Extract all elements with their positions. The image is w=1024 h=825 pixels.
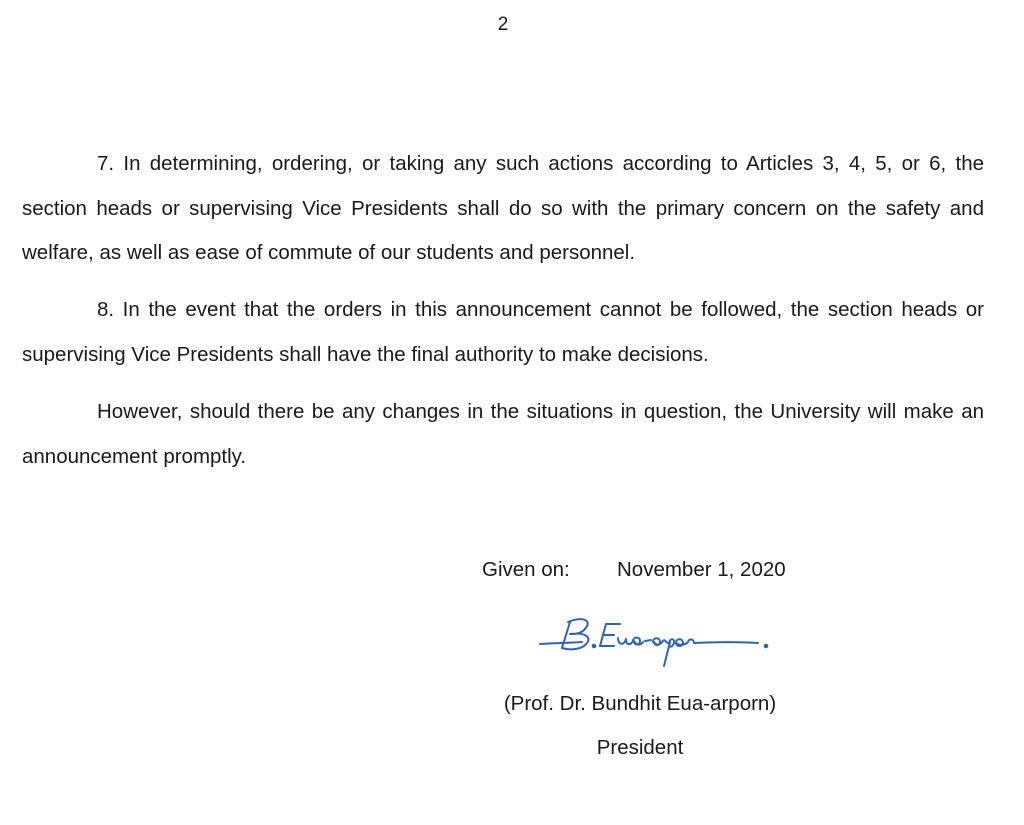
paragraph-article-7: 7. In determining, ordering, or taking any such actions according to Articles 3, 4, 5, or 6, the section heads or supervising Vice Presidents shall do so with the primary concern on the safety and welfare, as well as ease of commute of our students and personnel. bbox=[22, 152, 984, 264]
paragraph-article-8: 8. In the event that the orders in this announcement cannot be followed, the section heads or supervising Vice Presidents shall have the final authority to make decisions. bbox=[22, 298, 984, 366]
signatory-title: President bbox=[596, 736, 684, 759]
given-on-date: November 1, 2020 bbox=[617, 558, 786, 581]
signature-image bbox=[536, 608, 772, 672]
page-number: 2 bbox=[497, 14, 509, 35]
given-on-label: Given on: bbox=[482, 558, 570, 581]
signatory-name: (Prof. Dr. Bundhit Eua-arporn) bbox=[503, 692, 777, 715]
paragraph-closing-note: However, should there be any changes in the situations in question, the University will make an announcement promptly. bbox=[22, 400, 984, 468]
given-on-line bbox=[482, 558, 786, 582]
